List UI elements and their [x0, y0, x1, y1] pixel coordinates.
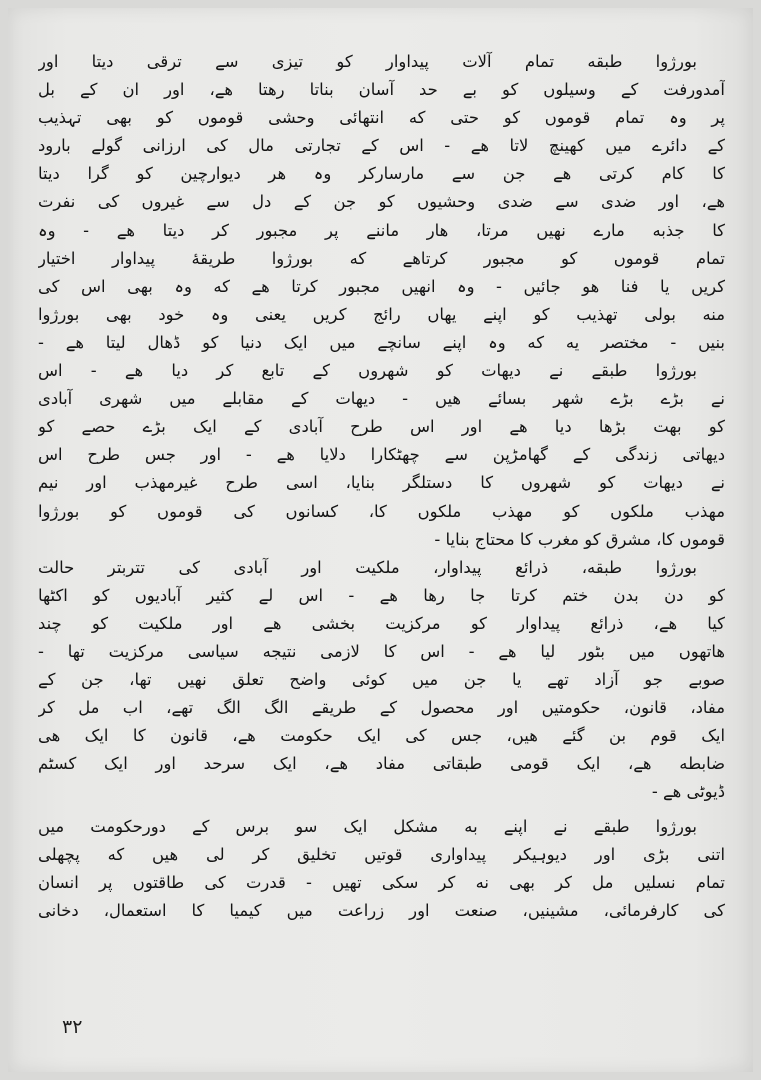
text-line: تمام قوموں کو مجبور کرتاهے که بورژوا طریقهٔ پیداوار اختیار [38, 248, 725, 268]
text-line: منه بولی تهذیب کو اپنے یهاں رائج کریں یعنی وہ خود بهی بورژوا [38, 304, 725, 324]
text-line: اتنی بڑی اور دیوہیکر پیداواری قوتیں تخلیق کر لی هیں که پچهلی [38, 844, 725, 864]
text-line: کے دائرے میں کهینچ لاتا هے - اس کے تجارتی مال کی ارزانی گولے بارود [38, 136, 725, 156]
text-line: پر وہ تمام قوموں کو حتی که انتهائی وحشی قوموں کو بهی تہذیب [38, 108, 725, 128]
text-line: کریں یا فنا هو جائیں - وہ انهیں مجبور کرتا هے که وہ بهی اس کی [38, 276, 725, 296]
text-line: کیا هے، ذرائع پیداوار کو مرکزیت بخشی هے اور ملکیت کو چند [38, 613, 725, 633]
text-line: کو بهت بڑها دیا هے اور اس طرح آبادی کے ایک بڑے حصے کو [38, 417, 725, 437]
text-line: نے بڑے بڑے شهر بسائے هیں - دیهات کے مقابلے میں شهری آبادی [38, 389, 725, 409]
book-page [8, 8, 753, 1072]
text-line: کا کام کرتی هے جن سے مارسارکر وہ هر دیوارچین کو گرا دیتا [38, 164, 725, 184]
text-line: بورژوا طبقه تمام آلات پیداوار کو تیزی سے ترقی دیتا اور [38, 52, 697, 71]
text-line: بنیں - مختصر یه که وہ اپنے سانچے میں ایک دنیا کو ڈهال لیتا هے - [38, 332, 725, 352]
text-line: مهذب ملکوں کو مهذب ملکوں کا، کسانوں کی قوموں کو بورژوا [38, 501, 725, 521]
text-line: تمام نسلیں مل کر بهی نه کر سکی تهیں - قدرت کی طاقتوں پر انسان [38, 872, 725, 892]
text-line: دیهاتی زندگی کے گهامڑپن سے چهٹکارا دلایا هے - اور جس طرح اس [38, 445, 725, 465]
text-line: ایک قوم بن گئے هیں، جس کی ایک حکومت هے، قانون کا ایک هی [38, 726, 725, 746]
text-line: بورژوا طبقے نے اپنے به مشکل ایک سو برس کے دورحکومت میں [38, 816, 697, 836]
text-line: مفاد، قانون، حکومتیں اور محصول کے طریقے الگ الگ تهے، اب مل کر [38, 698, 725, 718]
text-line: صوبے جو آزاد تهے یا جن میں کوئی واضح تعلق نهیں تها، جن کے [38, 670, 725, 690]
text-line: هاتهوں میں بٹور لیا هے - اس کا لازمی نتیجه سیاسی مرکزیت تها - [38, 641, 725, 661]
text-line: بورژوا طبقه، ذرائع پیداوار، ملکیت اور آبادی کی تتربتر حالت [38, 557, 697, 577]
text-line: کی کارفرمائی، مشینیں، صنعت اور زراعت میں کیمیا کا استعمال، دخانی [38, 900, 725, 920]
text-line: بورژوا طبقے نے دیهات کو شهروں کے تابع کر دیا هے - اس [38, 361, 697, 381]
text-line: ضابطه هے، ایک قومی طبقاتی مفاد هے، ایک سرحد اور ایک کسٹم [38, 754, 725, 774]
text-line: کا جذبه مارے نهیں مرتا، هار ماننے پر مجبور کر دیتا هے - وہ [38, 220, 725, 240]
text-line: هے، اور ضدی سے ضدی وحشیوں کو جن کے دل سے غیروں کی نفرت [38, 192, 725, 212]
text-line: آمدورفت کے وسیلوں کو بے حد آسان بناتا رهتا هے، اور ان کے بل [38, 80, 725, 100]
page-number: ۳۲ [62, 1016, 83, 1038]
page-body-text [38, 48, 725, 925]
text-line: قوموں کا، مشرق کو مغرب کا محتاج بنایا - [434, 529, 725, 549]
text-line: ڈیوٹی هے - [651, 782, 725, 802]
text-line: کو دن بدن ختم کرتا جا رها هے - اس لے کثیر آبادیوں کو اکٹها [38, 585, 725, 605]
text-line: نے دیهات کو شهروں کا دستلگر بنایا، اسی طرح غیرمهذب اور نیم [38, 473, 725, 493]
